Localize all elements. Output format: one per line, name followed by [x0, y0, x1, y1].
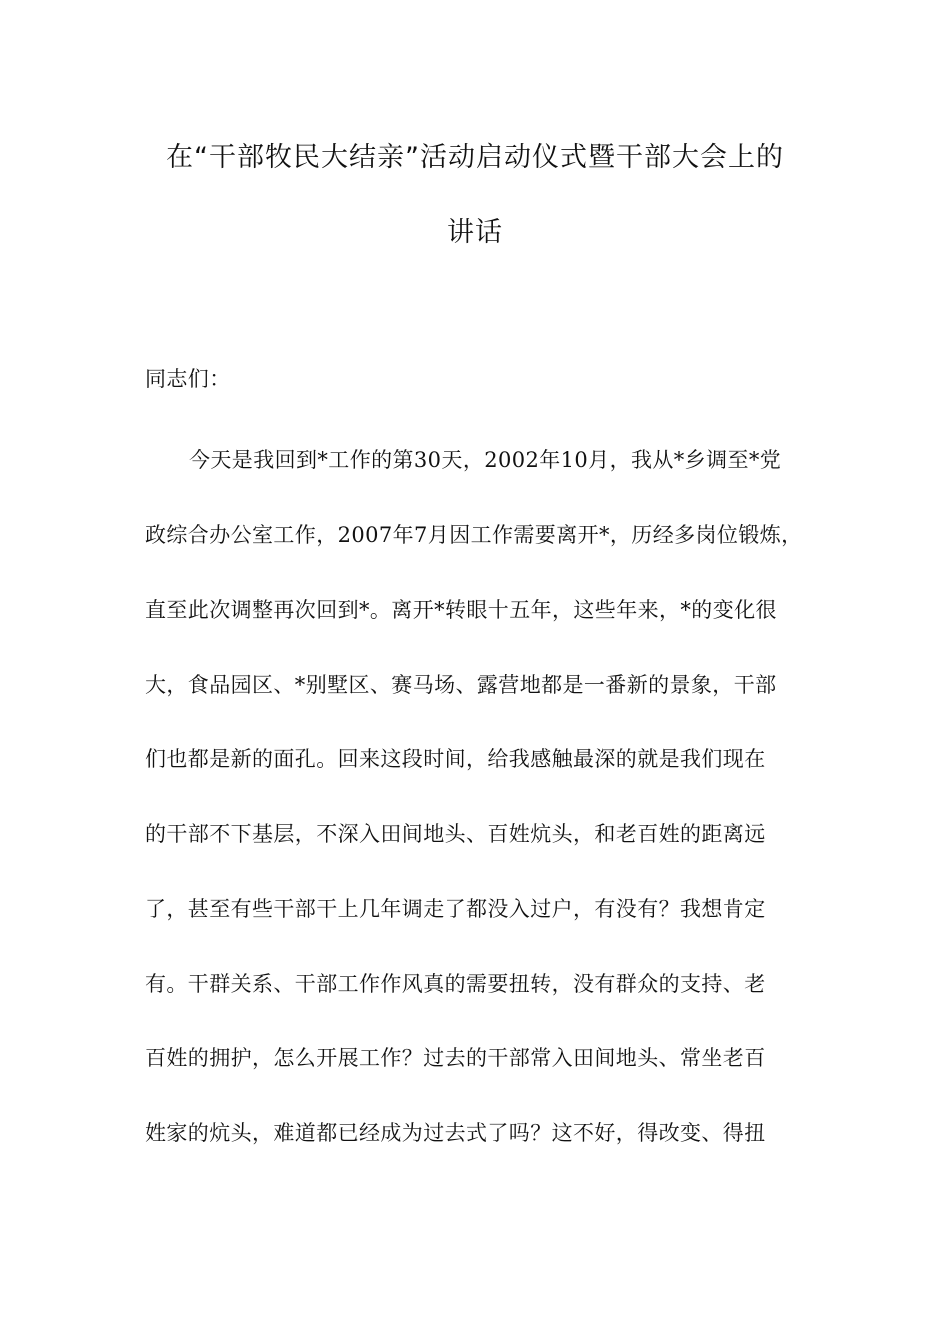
- salutation: 同志们：: [145, 367, 231, 391]
- paragraph-line: 的干部不下基层，不深入田间地头、百姓炕头，和老百姓的距离远: [145, 822, 766, 846]
- paragraph-line: 今天是我回到*工作的第30天，2002年10月，我从*乡调至*党: [189, 448, 782, 472]
- paragraph-line: 大，食品园区、*别墅区、赛马场、露营地都是一番新的景象，干部: [145, 673, 777, 697]
- paragraph-line: 百姓的拥护，怎么开展工作？过去的干部常入田间地头、常坐老百: [145, 1046, 766, 1070]
- document-title-line-2: 讲话: [447, 217, 503, 248]
- paragraph-line: 了，甚至有些干部干上几年调走了都没入过户，有没有？我想肯定: [145, 897, 766, 921]
- paragraph-line: 直至此次调整再次回到*。离开*转眼十五年，这些年来，*的变化很: [145, 598, 777, 622]
- document-title-line-1: 在“干部牧民大结亲”活动启动仪式暨干部大会上的: [166, 142, 784, 173]
- paragraph-line: 有。干群关系、干部工作作风真的需要扭转，没有群众的支持、老: [145, 972, 766, 996]
- paragraph-line: 政综合办公室工作，2007年7月因工作需要离开*，历经多岗位锻炼，: [145, 523, 803, 547]
- paragraph-line: 姓家的炕头，难道都已经成为过去式了吗？这不好，得改变、得扭: [145, 1121, 766, 1145]
- paragraph-line: 们也都是新的面孔。回来这段时间，给我感触最深的就是我们现在: [145, 747, 766, 771]
